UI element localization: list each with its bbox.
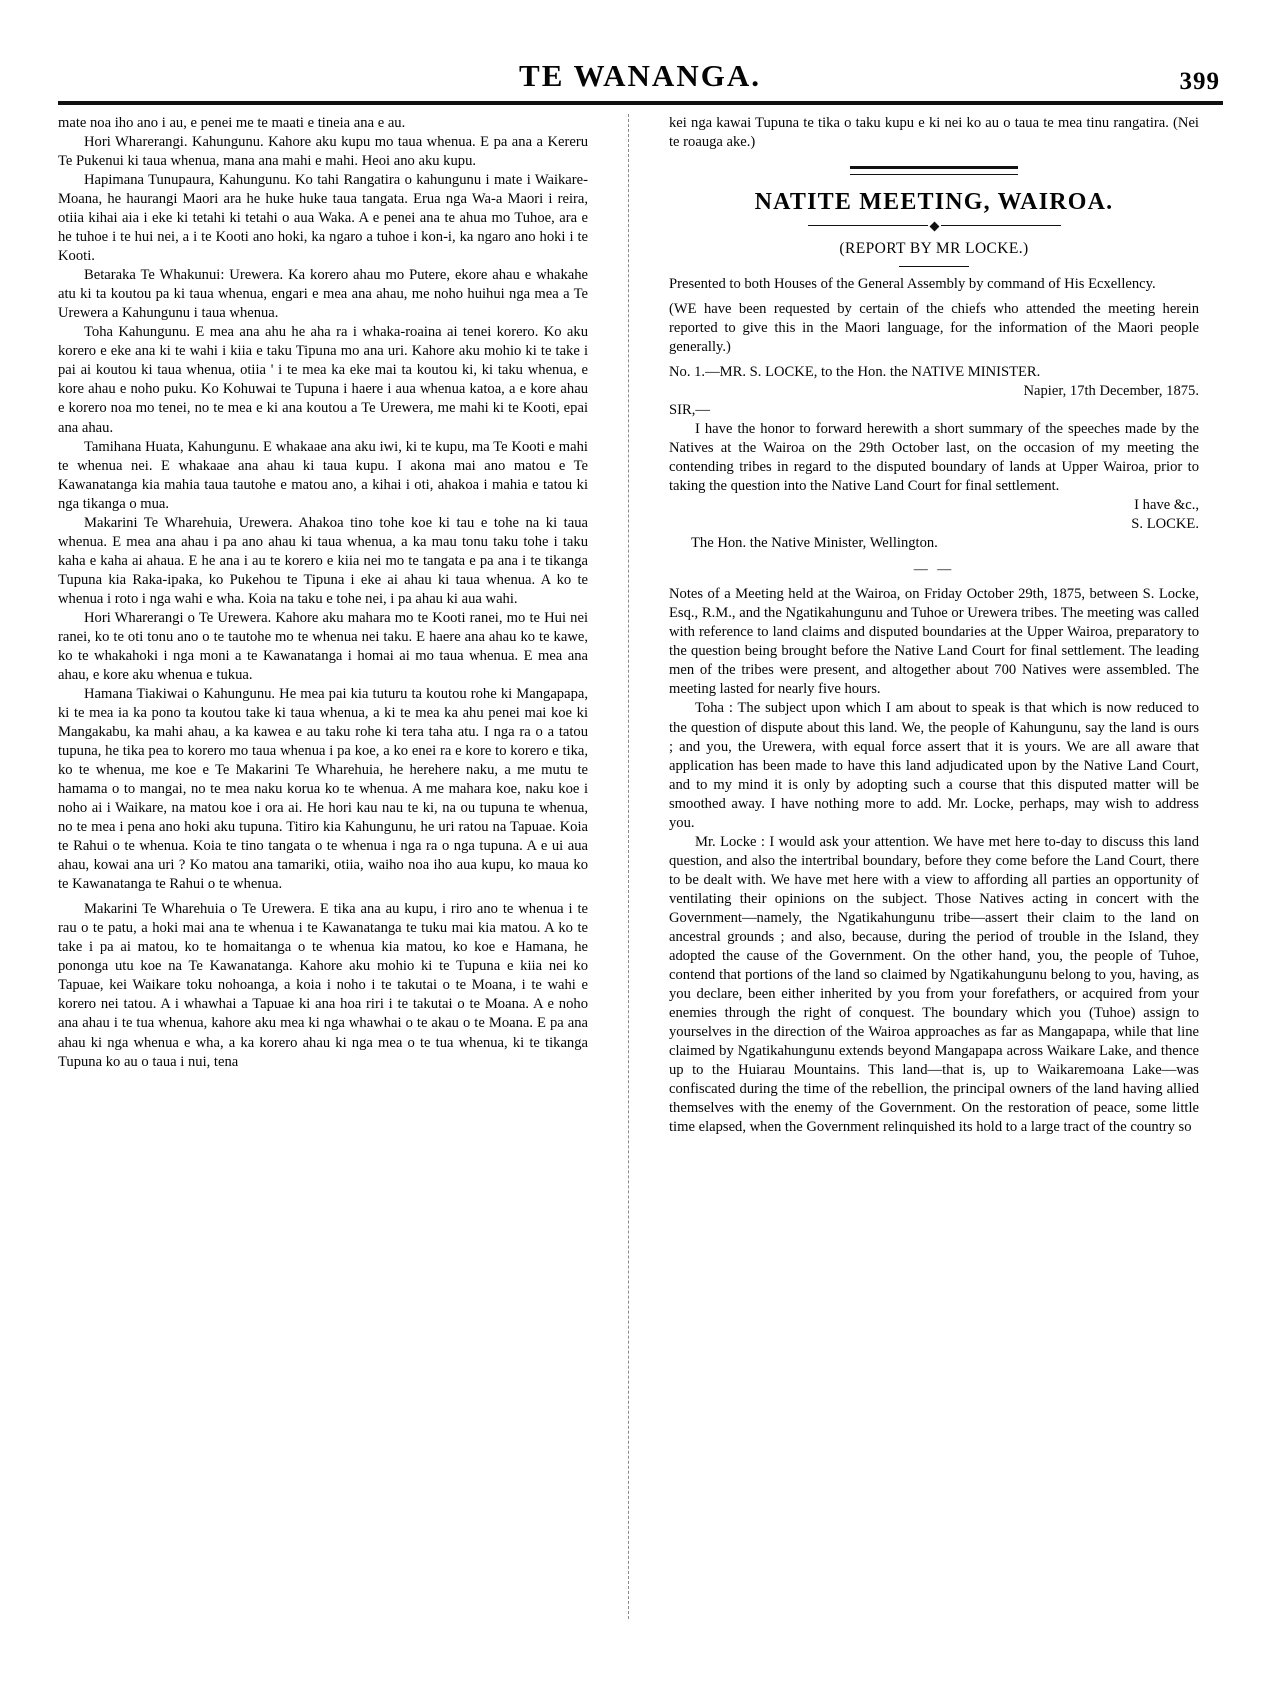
letter-salutation: SIR,—	[669, 401, 710, 418]
page-number: 399	[1179, 68, 1220, 95]
letter-addressee: The Hon. the Native Minister, Wellington.	[691, 535, 938, 551]
column-divider	[628, 114, 630, 1619]
left-paragraph-3: Betaraka Te Whakunui: Urewera. Ka korero ahau mo Putere, ekore ahau e whakahe atu ki ta koutou pa ki taua whenua, engari e mea ana ahau, me noho huihui nga mea a Te Urewera a Kahungunu i taua whenua.	[58, 267, 588, 322]
columns-container	[58, 114, 1226, 1654]
byline-rule	[899, 266, 969, 267]
left-paragraph-4: Toha Kahungunu. E mea ana ahu he aha ra i whaka-roaina ai tenei korero. Ko aku korero e eke ana ki te wahi i kiia e taku Tipuna mo ana uri. Kahore aku mohio ki te take i pai ai koutou ki taua whenua, otiia ' i te mea ka eke mai ta koutou ki, ki taku whenua, e kore ahau e noho puku. Ko Kohuwai te Tupuna i haere i aua whenua katoa, a e kore ahau e korero noa mo tenei, no te mea e ki ana koutou a Te Urewera, me mahi ki te Kooti, epai ana ahau.	[58, 324, 588, 436]
left-continued-paragraph: mate noa iho ano i au, e penei me te maati e tineia ana e au.	[58, 115, 406, 131]
editorial-note: (WE have been requested by certain of the chiefs who attended the meeting herein reported to give this in the Maori language, for the information of the Maori people generally.)	[669, 300, 1199, 355]
left-paragraph-5: Tamihana Huata, Kahungunu. E whakaae ana aku iwi, ki te kupu, ma Te Kooti e mahi te whenua nei. E whakaae ana ahau ki taua kupu. I akona mai ano matou e Te Kawanatanga kia mahia taua tautohe e matou ano, a kihai i oti, ahakoa i mahia e tatou ki nga tikanga o mua.	[58, 438, 588, 512]
right-continued-paragraph: kei nga kawai Tupuna te tika o taku kupu e ki nei ko au o taua te mea tinu rangatira. (Nei te roauga ake.)	[669, 115, 1199, 151]
left-paragraph-8: Hamana Tiakiwai o Kahungunu. He mea pai kia tuturu ta koutou rohe ki Mangapapa, ki te mea ia ka pono ta koutou take ki taua whenua, a ki te mea ka ahu penei mai koe ki Mangakabu, ka mahi ahau, a ka kawea e au taku rohe ki tera taha atu. I nga ra o a tatou tupuna, he tika pea to korero mo taua whenua i pa koe, a ko enei ra e kore to korero e tika, ko te whenua, me koe e Te Makarini Te Wharehuia, he herehere naku, a me mutu te hamama o to mangai, no te mea naku korua ko te whenua. A me mahara koe, naku koe i noho ai i Waikare, na matou koe i ora ai. He hori kau nau te ki, na ou tupuna te whenua, no te mea i pena ano hoki aku tupuna. Titiro kia Kahungunu, he uri ratou na Tapuae. Koia te Rahui o te whenua. Koia te tino tangata o te whenua i nga ra o nga tupuna. A e ui aua ahau, kowai ana uri ? Ko matou ana tamariki, otiia, waiho noa iho aua kupu, ko maua ko te Kawanatanga te Rahui o te whenua.	[58, 685, 588, 893]
right-column	[669, 114, 1199, 1137]
ornament-rule	[669, 222, 1199, 233]
left-paragraph-7: Hori Wharerangi o Te Urewera. Kahore aku mahara mo te Kooti ranei, mo te Hui nei ranei, ko te oti tonu ano o te tautohe mo te whenua nei taku. E haere ana ahau ko te kawe, ko te whakahoki i nga moni a te Kawanatanga i homai ai mo taua whenua. E mea ana ahau, e kore aku whenua e tukua.	[58, 609, 588, 683]
left-paragraph-2: Hapimana Tunupaura, Kahungunu. Ko tahi Rangatira o kahungunu i mate i Waikare-Moana, he haurangi Maori ara he huke huke taua tangata. Erua nga Wa-a Maori i reira, otiia kihai aia i eke ki tetahi ki tetahi o aua Waka. A e penei ana te ahua mo Tuhoe, ara e he tuhoe i te hui nei, a i te Kooti ano hoki, ka ngaro a tuhoe i kon-i, ka ngaro ano hoki i te Kooti.	[58, 172, 588, 265]
speech-mr-locke: Mr. Locke : I would ask your attention. We have met here to-day to discuss this land question, and also the intertribal boundary, before they come before the Land Court, there to be dealt with. We have met here with a view to affording all parties an opportunity of ventilating their opinions on the subject. Those Natives acting in concert with the Government—namely, the Ngatikahungunu tribe—assert their claim to the land on ancestral grounds ; and also, because, during the period of trouble in the Island, they adopted the cause of the Government. On the other hand, you, the people of Tuhoe, contend that portions of the land so claimed by Ngatikahungunu belong to you, having, as you declare, been either inherited by you from your forefathers, or acquired from your enemies through the right of conquest. The boundary which you (Tuhoe) assign to yourselves in the direction of the Wairoa approaches as far as Mangapapa, while that line claimed by Ngatikahungunu extends beyond Mangapapa across Waikare Lake, and thence up to the Huiarau Mountains. This land—that is, up to Waikaremoana Lake—was confiscated during the time of the rebellion, the principal owners of the land having allied themselves with the enemy of the Government. On the restoration of peace, some little time elapsed, when the Government relinquished its hold to a large tract of the country so	[669, 833, 1199, 1136]
letter-number: No. 1.—MR. S. LOCKE, to the Hon. the NATIVE MINISTER.	[669, 363, 1041, 380]
left-paragraph-6: Makarini Te Wharehuia, Urewera. Ahakoa tino tohe koe ki tau e tohe na ki taua whenua. E mea ana ahau i pa ano ahau ki taua whenua, a ka mau tonu taku tohe i taku kaha e kaha ai ahaua. E he ana i au te korero e kiia nei mo te tangata e pa ana i te tikanga Tupuna kia Raka-ipaka, ko Pukehou te Tipuna i eke ai ahau ki taua whenua. A ko te whenua i roto i nga wahi e wha. Koia na taku e tohe nei, i pa ahau ki aua wahi.	[58, 514, 588, 607]
letter-signature: S. LOCKE.	[1131, 515, 1199, 532]
masthead-title: TE WANANGA.	[519, 58, 761, 93]
section-divider-rule	[850, 166, 1018, 175]
speech-toha: Toha : The subject upon which I am about to speak is that which is now reduced to the question of dispute about this land. We, the people of Kahungunu, say the land is ours ; and you, the Urewera, with equal force assert that it is yours. We are all aware that application has been made to have this land adjudicated upon by the Native Land Court, and to my mind it is only by adopting such a course that this disputed matter will be smoothed away. I have nothing more to add. Mr. Locke, perhaps, may wish to address you.	[669, 700, 1199, 831]
left-paragraph-1: Hori Wharerangi. Kahungunu. Kahore aku kupu mo taua whenua. E pa ana a Kereru Te Pukenui ki taua whenua, mana ana mahi e mahi. Heoi ano aku kupu.	[58, 134, 588, 170]
left-column	[58, 114, 588, 1072]
presented-statement: Presented to both Houses of the General Assembly by command of His Ecxellency.	[669, 275, 1156, 292]
masthead-rule	[58, 101, 1223, 105]
letter-place-date: Napier, 17th December, 1875.	[1023, 382, 1199, 399]
section-title: NATITE MEETING, WAIROA.	[754, 189, 1114, 216]
letter-body: I have the honor to forward herewith a short summary of the speeches made by the Natives at the Wairoa on the 29th October last, on the occasion of my meeting the contending tribes in regard to the disputed boundary of lands at Upper Wairoa, prior to taking the question into the Native Land Court for final settlement.	[669, 420, 1199, 494]
letter-closing: I have &c.,	[1134, 496, 1199, 513]
left-paragraph-9: Makarini Te Wharehuia o Te Urewera. E tika ana au kupu, i riro ano te whenua i te rau o te patu, a hoki mai ana te whenua i te Kawanatanga te tuku mai kia matou. A ko te take i pa ai matou, ko te homaitanga o te whenua kia matou, ko koe e Hamana, he pononga utu koe na Te Kawanatanga. Kahore aku mohio ki te Tupuna e kiia nei ko Tapuae, kei Waikare toku nohoanga, a koia i noho i te takutai o te Moana, i te wahi e korero nei tatou. A i whawhai a Tapuae ki ana hoa riri i te takutai o te Moana. A e noho ana ahau i te tua whenua, kahore aku mea ki nga whawhai o te akau o te Moana. E pa ana ahau ki nga whenua e wha, a ka korero ahau ki nga mea o te tua whenua, ki te tikanga Tupuna ko au o taua i nui, tena	[58, 901, 588, 1070]
notes-heading: Notes of a Meeting held at the Wairoa, on Friday October 29th, 1875, between S. Locke, Esq., R.M., and the Ngatikahungunu and Tuhoe or Urewera tribes. The meeting was called with reference to land claims and disputed boundaries at the Upper Wairoa, preparatory to the question being brought before the Native Land Court for final settlement. The leading men of the tribes were present, and altogether about 700 Natives were assembled. The meeting lasted for nearly five hours.	[669, 586, 1199, 698]
report-byline: (REPORT BY MR LOCKE.)	[839, 240, 1029, 258]
notes-divider: — —	[913, 562, 955, 578]
masthead	[0, 58, 1280, 94]
